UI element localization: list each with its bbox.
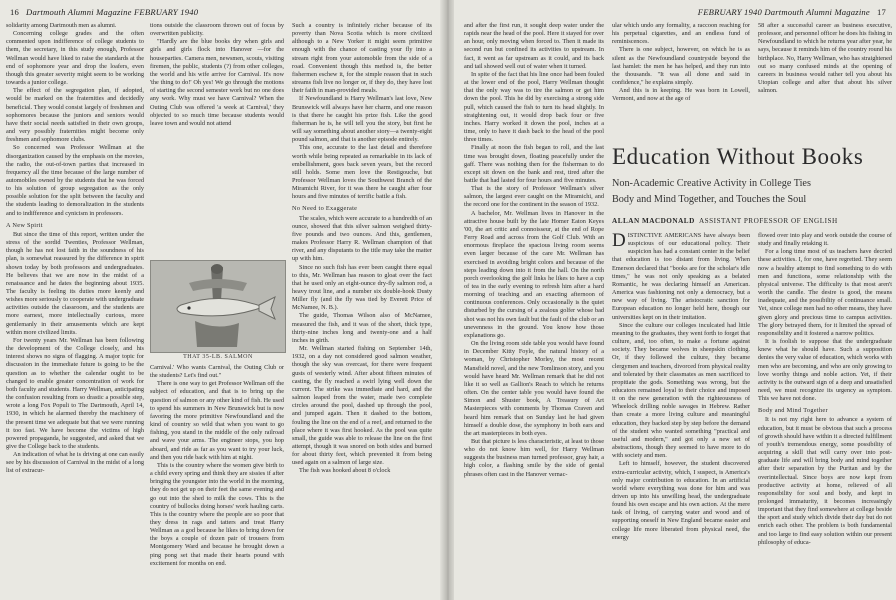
paragraph (464, 438, 604, 479)
paragraph-text: So concerned was Professor Wellman at the disorganization caused by the emphasis on the movies, the radio, the out-of-town parties that increased in frequency all the time because of the large number of automobiles owned by the students that he was forced to his solution of group segregation as the only possible solution for the split between the faculty and the students leading to demoralization in the students and to indifference and cynicism in professors. (6, 144, 144, 217)
section-heading (758, 407, 892, 415)
paragraph (292, 144, 432, 201)
paragraph-text: ular which undo any formality, a raccoon reaching for his perpetual cigarettes, and an endless fund of reminiscences. (612, 22, 750, 46)
right-column-3-top (758, 22, 892, 120)
paragraph (150, 364, 284, 380)
article-body-column-2 (758, 232, 892, 596)
paragraph (464, 210, 604, 341)
paragraph (758, 416, 892, 547)
paragraph-text: 58 after a successful career as business executive, professor, and personnel officer he does his fishing in Newfoundland to which he returns year after year, he says, because it reminds him of the country round his birthplace. No, Harry Wellman, who has straightened out so many confused minds at the opening of careers in business would rather tell you about his Utopian college and after that about his silver salmon. (758, 22, 892, 95)
paragraph-text: "Hardly are the blue books dry when girls and girls and girls flock into Hanover —for the houseparties. Camera men, newsmen, scouts, visiting firemen, the public, students (?) from other colleges, the world and his wife arrive for Carnival. It's now 'the thing to do!' Oh yes! We go through the motions of starting the second semester work but no one does any work. Why must we have Carnival? When the Outing Club was offered 'a week at Carnival,' they objected to so much time because students would leave town and would not attend (150, 38, 284, 127)
right-running-title: FEBRUARY 1940 Dartmouth Alumni Magazine (697, 7, 870, 17)
left-column-2-top (150, 22, 284, 258)
paragraph-text: And this is in keeping. He was born in Lowell, Vermont, and now at the age of (612, 87, 750, 103)
paragraph (6, 87, 144, 144)
left-running-title: Dartmouth Alumni Magazine FEBRUARY 1940 (26, 7, 199, 17)
author-name: ALLAN MACDONALD (612, 217, 695, 225)
paragraph (758, 248, 892, 338)
paragraph (464, 71, 604, 144)
paragraph-text: This is the country where the women give birth to a child every spring and think they are sissies if after bringing the youngster into the world in the morning, they do not get up on their feet the same evening and go out into the shed to milk the cows. This is the country of bullocks doing horses' work hauling carts. This is the country where the people are so poor that they dress in rags and tatters and treat Harry Wellman as a god because he likes to bring down for the boys a couple of dozen pair of trousers from Montgomery Ward and because he brought down a ping pong set that made their hearts pound with excitement for months on end. (150, 461, 284, 567)
paragraph-text: Since the culture our colleges inculcated had little meaning to the graduates, they went forth to forget that culture, and, too often, to make a fortune against society. They became wolves in sheepskin clothing. Or, if they followed the culture, they became clergymen and teachers, divorced from physical reality and tolerated by their classmates as men sacrificed to propitiate the gods. Something was wrong, but the educators remained loyal to their choice and imposed it on the new generation with the righteousness of Wheelock drilling noble savages in Hebrew. Rather than create a more living culture and meaningful education, they backed step by step before the demand of the student who wanted something "practical and useful and modern," and got only a new set of abstractions, though they seemed to have more to do with society and men. (612, 321, 750, 460)
paragraph-text: An indication of what he is driving at one can easily see by his discussion of Carnival in the midst of a long list of extracur- (6, 451, 144, 475)
paragraph (464, 185, 604, 209)
paragraph (612, 46, 750, 87)
article-title: Education Without Books (612, 144, 864, 169)
right-column-2-top (612, 22, 750, 120)
paragraph-text: The fish was hooked about 8 o'clock (299, 467, 391, 475)
paragraph (6, 22, 144, 30)
left-column-2-bottom (150, 364, 284, 596)
left-column-1 (6, 22, 144, 596)
paragraph-text: In spite of the fact that his line once had been fouled at the lower end of the pool, Harry Wellman thought that the only way was to tire the salmon or get him down the pool. This he did by exercising a strong side pull, which caused the fish to turn its head slightly. In straightening out, it would drop back four or five inches. Harry worked it down the pool, inches at a time, only to have it dash back to the head of the pool three times. (464, 70, 604, 144)
left-page (0, 0, 442, 600)
article-byline (612, 217, 838, 225)
paragraph-text: Left to himself, however, the student discovered extra-curricular activity, which, I suspect, is America's only major contribution to education. In an artificial world where everything was done for him and was driven up into his unwilling head, the undergraduate found his own escape and his own action. At the mere task of living, of carrying water and wood and of supporting oneself in New England became easier and college life more liberated from physical need, the energy (612, 460, 750, 541)
section-heading (6, 222, 144, 230)
paragraph (292, 95, 432, 144)
paragraph (6, 30, 144, 87)
paragraph (464, 22, 604, 71)
article-body-column-1 (612, 232, 750, 596)
right-running-head (698, 7, 886, 17)
paragraph-text: Finally at noon the fish began to roll, and the last time was brought down, floating peacefully under the gaff. There was nothing then for the fisherman to do except sit down on the bank and rest, tired after the battle that had lasted for four hours and five minutes. (464, 144, 604, 184)
paragraph-text: The guide, Thomas Wilson also of McNamee, measured the fish, and it was of the short, thick type, thirty-nine inches long and twenty-one and a half inches in girth. (292, 312, 432, 344)
paragraph (292, 22, 432, 95)
paragraph (612, 322, 750, 461)
paragraph (292, 312, 432, 345)
paragraph-text: There is one way to get Professor Wellman off the subject of education, and that is to bring up the question of salmon or any other kind of fish. He used to spend his summers in New Brunswick but is now favoring the more primitive Newfoundland and the kind of country so wild that when you want to go fishing, you stand in the middle of the only railroad and wave your arms. The engineer stops, you hop aboard, and ride as far as you want to try your luck, and then you ride back with him at night. (150, 380, 284, 461)
author-title: ASSISTANT PROFESSOR OF ENGLISH (698, 217, 838, 225)
article-subtitle-line-2: Body and Mind Together, and Touches the Soul (612, 194, 807, 205)
paragraph-text: Carnival.' Who wants Carnival, the Outing Club or the students? Let's find out." (150, 364, 284, 380)
paragraph (6, 144, 144, 217)
paragraph-text: Such a country is infinitely richer because of its poverty than Nova Scotia which is more civilized although to a New Yorker it might seem primitive enough with the chance of casting your fly into a stream right from your automobile from the side of a road. Convenient though this method is, the better fishermen eschew it, for the simple reason that in such streams fish live no longer or, if they do, they have lost their faith in man-provided meals. (292, 22, 432, 95)
paragraph-text: For a long time most of us teachers have decried these activities. I, for one, have regretted. They seem now a healthy attempt to find something to do with men and functions, some relationship with the physical universe. The difficulty is that most aren't worth the candle. The desire is good, the means inadequate, and the possibility of continuance small. Yet, since college men had no other means, they have given glory and precious time to campus activities. The glory betrayed them, for it limited the spread of responsibility and it fostered a narrow politics. (758, 248, 892, 337)
right-page-number: 17 (877, 7, 886, 17)
paragraph (150, 380, 284, 462)
paragraph-text: tions outside the classroom thrown out of focus by overwritten publicity. (150, 22, 284, 38)
salmon-photo-caption: THAT 35-LB. SALMON (183, 354, 253, 360)
paragraph (292, 264, 432, 313)
paragraph-text: For twenty years Mr. Wellman has been following the development of the College closely, and his interest shows no signs of flagging. A major topic for discussion in the immediate future is going to be the question as to whether the calendar ought to be changed to enable greater concentration of work for both faculty and students. Harry Wellman, anticipating the confusion resulting from so drastic a possible step, wrote a long Fox Populi to The Dartmouth, April 14, 1930, in which he alarmed thereby the machinery of the present time we adequate but that we were running it too fast. We have become the victims of high powered propaganda, he suggested, and asked that we give the College back to the students. (6, 336, 144, 450)
paragraph-text: and after the first run, it sought deep water under the rapids near the head of the pool. Here it stayed for over an hour, only moving when forced to. Then it made its second run but confined its activities to upstream. In fact, it went as far upstream as it could, and its back and tail showed well out of water when it turned. (464, 22, 604, 70)
section-heading (292, 205, 432, 213)
paragraph (6, 337, 144, 451)
paragraph-text: The effect of the segregation plan, if adopted, would be marked on the fraternities and decidedly beneficial. They would consist largely of freshmen and sophomores because the juniors and seniors would have their social needs satisfied in their own groups, and very possibly fraternities might become only freshmen and sophomore clubs. (6, 87, 144, 144)
paragraph-text: There is one subject, however, on which he is as silent as the Newfoundland countryside beyond the last hamlet: the men he has helped, and they run into the thousands. "It was all done and said in confidence," he explains simply. (612, 46, 750, 87)
paragraph (612, 22, 750, 46)
paragraph (292, 345, 432, 467)
paragraph-text: This one, accurate to the last detail and therefore worth while being repeated as remarkable in its lack of embellishment, goes back seven years, but the record still holds. Some men love the Restigouche, but Professor Wellman loves the Southwest Branch of the Miramichi River, for it was there he caught after four hours and five minutes of terrific battle a fish. (292, 144, 432, 201)
paragraph-text: A New Spirit (6, 221, 43, 229)
paragraph-text: Body and Mind Together (758, 407, 828, 415)
salmon-photo (150, 260, 286, 353)
paragraph-text: It is not my right here to advance a system of education, but it must be obvious that such a process of growth should have within it a directed fulfillment of youth's tremendous energy, some possibility of acquiring a skill that will carry over into post-graduate life and will bring body and mind together after their separation by the Puritan and by the overintellectual. Since boys are now kept from productive activity at home, relieved of all responsibility for soul and body, and kept in prolonged immaturity, it becomes increasingly important that they find somewhere at college beside the sport and study which divide their day but do not enrich each other. The problem is both fundamental and too large to find easy solution within our present philosophy of educa- (758, 416, 892, 546)
paragraph (150, 22, 284, 38)
drop-cap: D (612, 232, 626, 251)
paragraph (6, 451, 144, 475)
paragraph-text: It is foolish to suppose that the undergraduate knew what he should have. Such a supposition denies the very value of education, which works with men who are becoming, and who are only growing to love worthy things and noble action. Yet, if their activity is the outward sign of a deep and unsatisfied need, we must recognize its urgency as symptom. This we have not done. (758, 338, 892, 403)
paragraph-text: No Need to Exaggerate (292, 205, 358, 213)
paragraph-text: But that picture is less characteristic, at least to those who do not know him well, for Harry Wellman suggests the business man turned professor, gray hair, a high color, a flashing smile by the side of genial phrases often cast in the Hanover vernac- (464, 437, 604, 478)
paragraph-text: But since the time of this report, written under the stress of the sordid Twenties, Professor Wellman, though he has not lost faith in the soundness of his plan, is somewhat reassured by the difference in spirit shown today by both professors and undergraduates. He believes that we are now in the midst of a renaissance and he dates the beginning about 1935. The faculty is feeling its duties more keenly and wishes more seriously to cooperate with undergraduate activities outside the classroom, and the students are more earnest, more intellectually curious, more gentlemanly in their amusements which are kept within more civilized limits. (6, 230, 144, 336)
paragraph (612, 460, 750, 542)
paragraph (758, 338, 892, 403)
paragraph (612, 232, 750, 322)
paragraph (464, 340, 604, 438)
paragraph-text: Mr. Wellman started fishing on September 14th, 1932, on a day not considered good salmon weather, though the sky was overcast, for there were frequent gusts of westerly wind. After about fifteen minutes of casting, the fly reached a swirl lying well down the current. The strike was immediate and hard, and the salmon leaped from the water, made two complete circles around the pool, dashed up through the pool, and jumped again. Then it dashed to the bottom, fouling the line on the end of a reef, and returned to the place where it was first hooked. As the pool was quite small, the guide was able to release the line on the first attempt, though it was snored on both sides and burned for about thirty feet, which prevented it from being used again on a salmon of large size. (292, 345, 432, 467)
article-subtitle-line-1: Non-Academic Creative Activity in College Ties (612, 178, 811, 189)
paragraph (292, 215, 432, 264)
paragraph-text: The scales, which were accurate to a hundredth of an ounce, showed that this silver salmon weighed thirty-five pounds and two ounces. And this, gentlemen, makes Professor Harry R. Wellman champion of that river, and any disputants to the title may take the matter up with him. (292, 214, 432, 263)
salmon-photo-image (151, 261, 285, 352)
paragraph-text: ISTINCTIVE AMERICANS have always been suspicious of our educational policy. Their suspicion has had a constant center in the belief that education is too distant from living. When Emerson declared that "books are for the scholar's idle times," he was not only speaking as a belated Romantic, he was declaring himself an American. America was fashioning not only a democracy, but a new way of living. The aristocratic sanction for European education no longer held here, though our universities kept on in their imitation. (612, 232, 750, 321)
paragraph-text: A bachelor, Mr. Wellman lives in Hanover in the attractive house built by the late Homer Eaton Keyes '00, the art critic and connoisseur, at the end of Rope Ferry Road and across from the Golf Club. With an enormous fireplace the spacious living room seems even larger because of the care Mr. Wellman has exercised in avoiding bright colors and because of the steps leading down into it from the hall. On the north porch overlooking the golf links he likes to have a cup of tea in the early evening to refresh him after a hard morning of teaching and an exacting afternoon of continuous conferences. Only occasionally is the quiet disturbed by the cursing of a zealous golfer whose bad shot was not his own fault but the fault of the club or an unevenness in the ground. You know how those explanations go. (464, 209, 604, 339)
paragraph (612, 87, 750, 103)
left-column-3 (292, 22, 432, 596)
paragraph-text: On the living room side table you would have found in December Kitty Foyle, the natural history of a woman, by Christopher Morley, the most recent Mansfield novel, and the new Tomlinson story, and you would have heard Mr. Wellman remark that he did not like it so well as Gallion's Reach to which he returns often. On the center table you would have found the Simon and Shuster book, A Treasury of Art Masterpieces with comments by Thomas Craven and heard him remark that on Sunday last he had given himself a double dose, the symphony in both ears and the art masterpieces in both eyes. (464, 340, 604, 437)
left-running-head (10, 7, 198, 17)
paragraph-text: That is the story of Professor Wellman's silver salmon, the largest ever caught on the Miramichi, and the record one for the continent in the season of 1932. (464, 185, 604, 209)
paragraph-text: solidarity among Dartmouth men as alumni. (6, 22, 117, 29)
paragraph-text: flowed over into play and work outside the course of study and finally retaking it. (758, 232, 892, 248)
paragraph-text: If Newfoundland is Harry Wellman's last love, New Brunswick will always have her charm, and one reason is that there he caught his prize fish. Like the good fisherman he is, he will tell you the story, but first he will say something about another story—a twenty-eight pound salmon, and that is another episode entirely. (292, 95, 432, 144)
paragraph-text: Concerning college grades and the often commented upon indifference of college students to them, the secretary, in this study enough, Professor Wellman would have liked to raise the standards at the end of sophomore year and drop the loafers, even though this greater severity might seem to be working towards a junior college. (6, 30, 144, 87)
paragraph (150, 38, 284, 128)
paragraph (292, 467, 432, 475)
paragraph (6, 231, 144, 337)
paragraph (464, 144, 604, 185)
paragraph (758, 22, 892, 95)
right-page (454, 0, 896, 600)
right-column-1 (464, 22, 604, 596)
left-page-number: 16 (10, 7, 19, 17)
paragraph (758, 232, 892, 248)
paragraph (150, 462, 284, 568)
paragraph-text: Since no such fish has ever been caught there equal to this, Mr. Wellman has reason to gloat over the fact that he used only an eight-ounce dry-fly salmon rod, a heavy trout line, and a number six double-hook Dusty Miller fly (and the fly was tied by Everett Price of McNamee, N. B.). (292, 263, 432, 312)
